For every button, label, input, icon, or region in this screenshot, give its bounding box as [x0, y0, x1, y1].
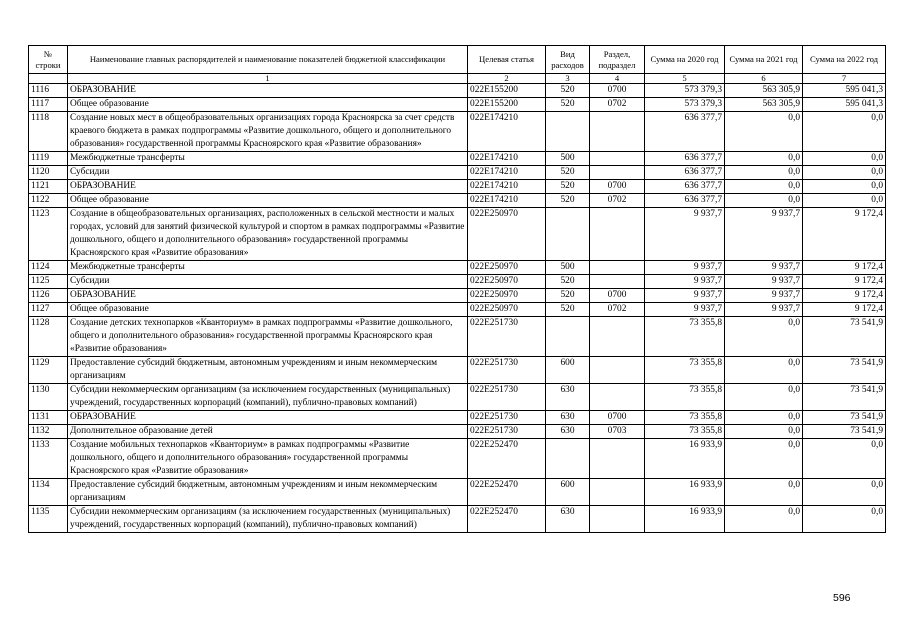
row-sum-2021: 9 937,7 — [725, 275, 803, 289]
row-name: ОБРАЗОВАНИЕ — [68, 84, 468, 98]
row-sum-2021: 0,0 — [725, 425, 803, 439]
row-name: Межбюджетные трансферты — [68, 152, 468, 166]
row-section — [590, 357, 645, 384]
row-sum-2022: 0,0 — [803, 112, 886, 152]
table-row — [29, 357, 886, 384]
row-expense-type: 520 — [546, 98, 590, 112]
row-target-article: 022E174210 — [468, 166, 546, 180]
column-number: 4 — [590, 74, 645, 84]
row-sum-2022: 0,0 — [803, 166, 886, 180]
row-sum-2021: 563 305,9 — [725, 98, 803, 112]
table-row — [29, 506, 886, 533]
row-number: 1118 — [29, 112, 68, 152]
row-expense-type: 630 — [546, 384, 590, 411]
header-target-article: Целевая статья — [468, 46, 546, 74]
row-name: Субсидии некоммерческим организациям (за исключением государственных (муниципальных) учреждений, государственных корпораций (компаний), публично-правовых компаний) — [68, 384, 468, 411]
row-sum-2020: 9 937,7 — [645, 261, 725, 275]
row-sum-2021: 0,0 — [725, 479, 803, 506]
row-section: 0700 — [590, 84, 645, 98]
table-row — [29, 84, 886, 98]
row-expense-type — [546, 112, 590, 152]
table-row — [29, 208, 886, 261]
row-expense-type: 520 — [546, 84, 590, 98]
row-sum-2021: 0,0 — [725, 384, 803, 411]
row-number: 1127 — [29, 303, 68, 317]
table-row — [29, 303, 886, 317]
row-sum-2020: 73 355,8 — [645, 357, 725, 384]
row-expense-type: 600 — [546, 479, 590, 506]
row-expense-type — [546, 317, 590, 357]
page-number: 596 — [833, 592, 851, 604]
row-name: Дополнительное образование детей — [68, 425, 468, 439]
row-expense-type: 520 — [546, 180, 590, 194]
row-expense-type: 600 — [546, 357, 590, 384]
row-sum-2020: 636 377,7 — [645, 194, 725, 208]
row-name: ОБРАЗОВАНИЕ — [68, 411, 468, 425]
row-sum-2022: 0,0 — [803, 439, 886, 479]
table-row — [29, 261, 886, 275]
row-number: 1135 — [29, 506, 68, 533]
row-sum-2020: 16 933,9 — [645, 439, 725, 479]
row-section — [590, 166, 645, 180]
row-sum-2021: 563 305,9 — [725, 84, 803, 98]
table-row — [29, 180, 886, 194]
row-section — [590, 275, 645, 289]
row-sum-2022: 0,0 — [803, 479, 886, 506]
row-sum-2021: 0,0 — [725, 439, 803, 479]
row-section — [590, 261, 645, 275]
table-row — [29, 289, 886, 303]
row-name: ОБРАЗОВАНИЕ — [68, 289, 468, 303]
row-sum-2020: 636 377,7 — [645, 152, 725, 166]
row-sum-2021: 9 937,7 — [725, 289, 803, 303]
table-row — [29, 98, 886, 112]
row-sum-2022: 73 541,9 — [803, 357, 886, 384]
row-name: Межбюджетные трансферты — [68, 261, 468, 275]
row-target-article: 022E155200 — [468, 84, 546, 98]
row-number: 1121 — [29, 180, 68, 194]
row-section: 0703 — [590, 425, 645, 439]
table-row — [29, 425, 886, 439]
row-name: Субсидии некоммерческим организациям (за исключением государственных (муниципальных) учреждений, государственных корпораций (компаний), публично-правовых компаний) — [68, 506, 468, 533]
table-row — [29, 411, 886, 425]
row-target-article: 022E174210 — [468, 194, 546, 208]
budget-table — [28, 45, 886, 533]
row-number: 1119 — [29, 152, 68, 166]
row-target-article: 022E251730 — [468, 425, 546, 439]
row-sum-2022: 595 041,3 — [803, 84, 886, 98]
row-sum-2022: 0,0 — [803, 180, 886, 194]
row-sum-2022: 9 172,4 — [803, 289, 886, 303]
row-expense-type: 520 — [546, 275, 590, 289]
row-target-article: 022E250970 — [468, 261, 546, 275]
header-row — [29, 46, 886, 74]
column-number-row — [29, 74, 886, 84]
row-sum-2022: 73 541,9 — [803, 384, 886, 411]
row-sum-2022: 9 172,4 — [803, 208, 886, 261]
row-sum-2020: 73 355,8 — [645, 384, 725, 411]
row-target-article: 022E250970 — [468, 303, 546, 317]
row-target-article: 022E251730 — [468, 357, 546, 384]
row-sum-2022: 73 541,9 — [803, 425, 886, 439]
header-sum-2021: Сумма на 2021 год — [725, 46, 803, 74]
row-number: 1134 — [29, 479, 68, 506]
row-sum-2021: 0,0 — [725, 317, 803, 357]
row-section: 0700 — [590, 180, 645, 194]
column-number: 5 — [645, 74, 725, 84]
row-sum-2022: 9 172,4 — [803, 261, 886, 275]
table-body — [29, 84, 886, 533]
row-sum-2020: 636 377,7 — [645, 112, 725, 152]
row-sum-2020: 73 355,8 — [645, 411, 725, 425]
row-number: 1130 — [29, 384, 68, 411]
row-number: 1129 — [29, 357, 68, 384]
column-number: 2 — [468, 74, 546, 84]
row-target-article: 022E174210 — [468, 112, 546, 152]
header-sum-2022: Сумма на 2022 год — [803, 46, 886, 74]
row-sum-2020: 636 377,7 — [645, 180, 725, 194]
row-name: Создание в общеобразовательных организациях, расположенных в сельской местности и малых городах, условий для занятий физической культурой и спортом в рамках подпрограммы «Развитие дошкольного, общего и дополнительного образования» государственной программы Красноярского края «Развитие образования» — [68, 208, 468, 261]
row-section: 0700 — [590, 289, 645, 303]
row-expense-type: 520 — [546, 194, 590, 208]
table-row — [29, 152, 886, 166]
row-section — [590, 152, 645, 166]
row-sum-2021: 0,0 — [725, 180, 803, 194]
row-sum-2020: 9 937,7 — [645, 289, 725, 303]
table-row — [29, 317, 886, 357]
row-target-article: 022E250970 — [468, 275, 546, 289]
row-sum-2022: 0,0 — [803, 152, 886, 166]
column-number: 7 — [803, 74, 886, 84]
row-number: 1132 — [29, 425, 68, 439]
row-target-article: 022E252470 — [468, 506, 546, 533]
row-number: 1120 — [29, 166, 68, 180]
row-target-article: 022E252470 — [468, 439, 546, 479]
row-sum-2021: 0,0 — [725, 152, 803, 166]
row-sum-2020: 16 933,9 — [645, 479, 725, 506]
header-sum-2020: Сумма на 2020 год — [645, 46, 725, 74]
row-section — [590, 112, 645, 152]
row-number: 1122 — [29, 194, 68, 208]
column-number: 3 — [546, 74, 590, 84]
row-target-article: 022E174210 — [468, 152, 546, 166]
row-name: Предоставление субсидий бюджетным, автономным учреждениям и иным некоммерческим организациям — [68, 479, 468, 506]
row-name: Субсидии — [68, 275, 468, 289]
row-section — [590, 317, 645, 357]
row-sum-2021: 9 937,7 — [725, 208, 803, 261]
row-number: 1133 — [29, 439, 68, 479]
table-row — [29, 479, 886, 506]
row-expense-type: 500 — [546, 261, 590, 275]
row-target-article: 022E250970 — [468, 289, 546, 303]
row-number: 1124 — [29, 261, 68, 275]
row-sum-2020: 9 937,7 — [645, 275, 725, 289]
row-sum-2022: 9 172,4 — [803, 303, 886, 317]
row-sum-2021: 0,0 — [725, 112, 803, 152]
row-number: 1126 — [29, 289, 68, 303]
row-name: Создание детских технопарков «Кванториум» в рамках подпрограммы «Развитие дошкольного, общего и дополнительного образования» государственной программы Красноярского края «Развитие образования» — [68, 317, 468, 357]
row-sum-2020: 9 937,7 — [645, 208, 725, 261]
row-target-article: 022E251730 — [468, 384, 546, 411]
table-row — [29, 275, 886, 289]
row-sum-2021: 0,0 — [725, 166, 803, 180]
row-expense-type: 520 — [546, 289, 590, 303]
row-sum-2022: 9 172,4 — [803, 275, 886, 289]
row-expense-type — [546, 439, 590, 479]
row-number: 1123 — [29, 208, 68, 261]
column-number: 6 — [725, 74, 803, 84]
row-sum-2022: 0,0 — [803, 194, 886, 208]
row-expense-type: 520 — [546, 303, 590, 317]
header-name: Наименование главных распорядителей и наименование показателей бюджетной классификации — [68, 46, 468, 74]
row-name: Создание мобильных технопарков «Кванториум» в рамках подпрограммы «Развитие дошкольного, общего и дополнительного образования» государственной программы Красноярского края «Развитие образования» — [68, 439, 468, 479]
row-number: 1125 — [29, 275, 68, 289]
row-expense-type: 630 — [546, 411, 590, 425]
row-name: Предоставление субсидий бюджетным, автономным учреждениям и иным некоммерческим организациям — [68, 357, 468, 384]
row-section — [590, 384, 645, 411]
row-sum-2021: 9 937,7 — [725, 303, 803, 317]
row-number: 1128 — [29, 317, 68, 357]
row-section — [590, 479, 645, 506]
row-name: Субсидии — [68, 166, 468, 180]
row-section: 0702 — [590, 303, 645, 317]
row-target-article: 022E174210 — [468, 180, 546, 194]
row-sum-2021: 9 937,7 — [725, 261, 803, 275]
row-sum-2022: 73 541,9 — [803, 411, 886, 425]
row-sum-2020: 73 355,8 — [645, 425, 725, 439]
table-row — [29, 194, 886, 208]
row-section: 0702 — [590, 194, 645, 208]
table-row — [29, 166, 886, 180]
row-sum-2022: 73 541,9 — [803, 317, 886, 357]
row-sum-2022: 0,0 — [803, 506, 886, 533]
table-row — [29, 112, 886, 152]
row-sum-2020: 573 379,3 — [645, 98, 725, 112]
row-name: Создание новых мест в общеобразовательных организациях города Красноярска за счет средств краевого бюджета в рамках подпрограммы «Развитие дошкольного, общего и дополнительного образования» государственной программы Красноярского края «Развитие образования» — [68, 112, 468, 152]
row-name: Общее образование — [68, 98, 468, 112]
row-sum-2020: 636 377,7 — [645, 166, 725, 180]
row-section — [590, 208, 645, 261]
row-sum-2020: 9 937,7 — [645, 303, 725, 317]
column-number: 1 — [68, 74, 468, 84]
row-sum-2020: 16 933,9 — [645, 506, 725, 533]
row-expense-type: 520 — [546, 166, 590, 180]
header-row-number: № строки — [29, 46, 68, 74]
header-expense-type: Вид расходов — [546, 46, 590, 74]
row-number: 1131 — [29, 411, 68, 425]
row-target-article: 022E252470 — [468, 479, 546, 506]
row-name: Общее образование — [68, 194, 468, 208]
row-sum-2021: 0,0 — [725, 357, 803, 384]
row-section: 0700 — [590, 411, 645, 425]
row-name: Общее образование — [68, 303, 468, 317]
row-name: ОБРАЗОВАНИЕ — [68, 180, 468, 194]
row-expense-type: 630 — [546, 506, 590, 533]
row-sum-2020: 73 355,8 — [645, 317, 725, 357]
row-target-article: 022E251730 — [468, 317, 546, 357]
row-sum-2020: 573 379,3 — [645, 84, 725, 98]
row-number: 1117 — [29, 98, 68, 112]
row-expense-type: 630 — [546, 425, 590, 439]
row-sum-2021: 0,0 — [725, 506, 803, 533]
row-section — [590, 439, 645, 479]
row-section — [590, 506, 645, 533]
row-target-article: 022E251730 — [468, 411, 546, 425]
row-sum-2021: 0,0 — [725, 194, 803, 208]
row-section: 0702 — [590, 98, 645, 112]
row-expense-type: 500 — [546, 152, 590, 166]
row-sum-2021: 0,0 — [725, 411, 803, 425]
row-target-article: 022E250970 — [468, 208, 546, 261]
column-number — [29, 74, 68, 84]
row-target-article: 022E155200 — [468, 98, 546, 112]
row-sum-2022: 595 041,3 — [803, 98, 886, 112]
table-row — [29, 384, 886, 411]
row-number: 1116 — [29, 84, 68, 98]
header-section: Раздел, подраздел — [590, 46, 645, 74]
table-row — [29, 439, 886, 479]
row-expense-type — [546, 208, 590, 261]
